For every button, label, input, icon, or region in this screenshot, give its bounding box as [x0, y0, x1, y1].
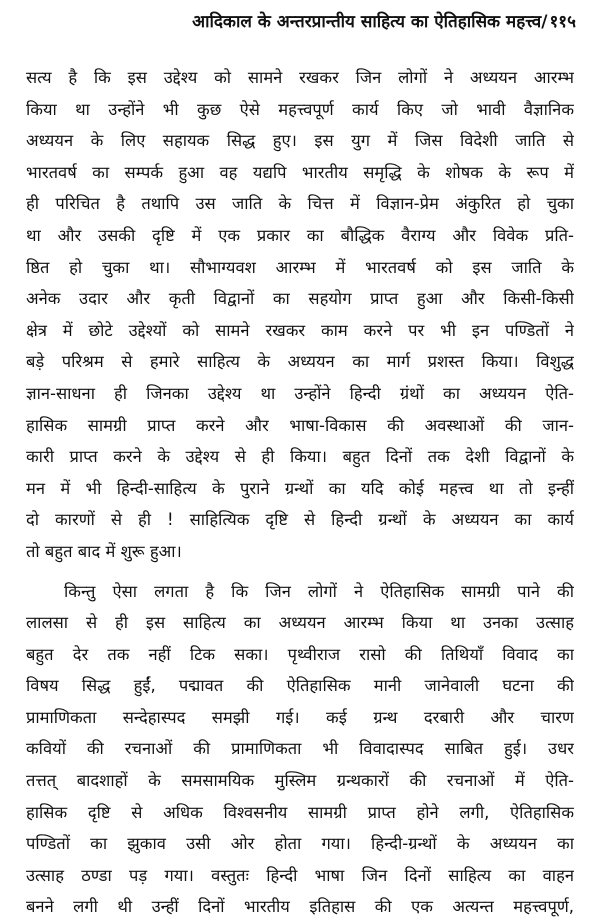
text-line: हासिक दृष्टि से अधिक विश्वसनीय सामग्री प्राप्त होने लगी, ऐतिहासिक [26, 797, 574, 829]
text-line: हासिक सामग्री प्राप्त करने और भाषा-विकास की अवस्थाओं की जान- [26, 410, 574, 442]
text-line: कवियों की रचनाओं की प्रामाणिकता भी विवादास्पद साबित हुई। उधर [26, 733, 574, 765]
text-line: अध्ययन के लिए सहायक सिद्ध हुए। इस युग में जिस विदेशी जाति से [26, 125, 574, 157]
text-line: ष्ठित हो चुका था। सौभाग्यवश आरम्भ में भारतवर्ष को इस जाति के [26, 252, 574, 284]
text-line: था और उसकी दृष्टि में एक प्रकार का बौद्धिक वैराग्य और विवेक प्रति- [26, 220, 574, 252]
text-line: ज्ञान-साधना ही जिनका उद्देश्य था उन्होंने हिन्दी ग्रंथों का अध्ययन ऐति- [26, 378, 574, 410]
text-line: दो कारणों से ही ! साहित्यिक दृष्टि से हिन्दी ग्रन्थों के अध्ययन का कार्य [26, 504, 574, 536]
page-number: ११५ [549, 12, 576, 32]
text-line: तो बहुत बाद में शुरू हुआ। [26, 536, 574, 568]
text-line: कारी प्राप्त करने के उद्देश्य से ही किया। बहुत दिनों तक देशी विद्वानों के [26, 441, 574, 473]
paragraph [26, 576, 574, 923]
text-line: तत्तत् बादशाहों के समसामयिक मुस्लिम ग्रन्थकारों की रचनाओं में ऐति- [26, 765, 574, 797]
text-line: बहुत देर तक नहीं टिक सका। पृथ्वीराज रासो की तिथियाँ विवाद का [26, 639, 574, 671]
paragraph-gap [26, 568, 574, 576]
chapter-title: आदिकाल के अन्तरप्रान्तीय साहित्य का ऐतिहासिक महत्त्व [192, 12, 541, 32]
text-line: किया था उन्होंने भी कुछ ऐसे महत्त्वपूर्ण कार्य किए जो भावी वैज्ञानिक [26, 94, 574, 126]
head-separator: / [541, 12, 547, 32]
text-line: क्षेत्र में छोटे उद्देश्यों को सामने रखकर काम करने पर भी इन पण्डितों ने [26, 315, 574, 347]
text-line: अनेक उदार और कृती विद्वानों का सहयोग प्राप्त हुआ और किसी-किसी [26, 283, 574, 315]
text-line: मन में भी हिन्दी-साहित्य के पुराने ग्रन्थों का यदि कोई महत्त्व था तो इन्हीं [26, 473, 574, 505]
text-line: बनने लगी थी उन्हीं दिनों भारतीय इतिहास की एक अत्यन्त महत्त्वपूर्ण, [26, 891, 574, 923]
paragraph [26, 62, 574, 568]
text-line: भारतवर्ष का सम्पर्क हुआ वह यद्यपि भारतीय समृद्धि के शोषक के रूप में [26, 157, 574, 189]
text-line: बड़े परिश्रम से हमारे साहित्य के अध्ययन का मार्ग प्रशस्त किया। विशुद्ध [26, 346, 574, 378]
text-line: विषय सिद्ध हुईं, पद्मावत की ऐतिहासिक मानी जानेवाली घटना की [26, 670, 574, 702]
text-line: किन्तु ऐसा लगता है कि जिन लोगों ने ऐतिहासिक सामग्री पाने की [26, 576, 574, 608]
text-line: उत्साह ठण्डा पड़ गया। वस्तुतः हिन्दी भाषा जिन दिनों साहित्य का वाहन [26, 860, 574, 892]
body-text [26, 62, 574, 923]
text-line: प्रामाणिकता सन्देहास्पद समझी गई। कई ग्रन्थ दरबारी और चारण [26, 702, 574, 734]
text-line: ही परिचित है तथापि उस जाति के चित्त में विज्ञान-प्रेम अंकुरित हो चुका [26, 188, 574, 220]
text-line: सत्य है कि इस उद्देश्य को सामने रखकर जिन लोगों ने अध्ययन आरम्भ [26, 62, 574, 94]
text-line: पण्डितों का झुकाव उसी ओर होता गया। हिन्दी-ग्रन्थों के अध्ययन का [26, 828, 574, 860]
running-head [86, 10, 576, 34]
text-line: लालसा से ही इस साहित्य का अध्ययन आरम्भ किया था उनका उत्साह [26, 607, 574, 639]
